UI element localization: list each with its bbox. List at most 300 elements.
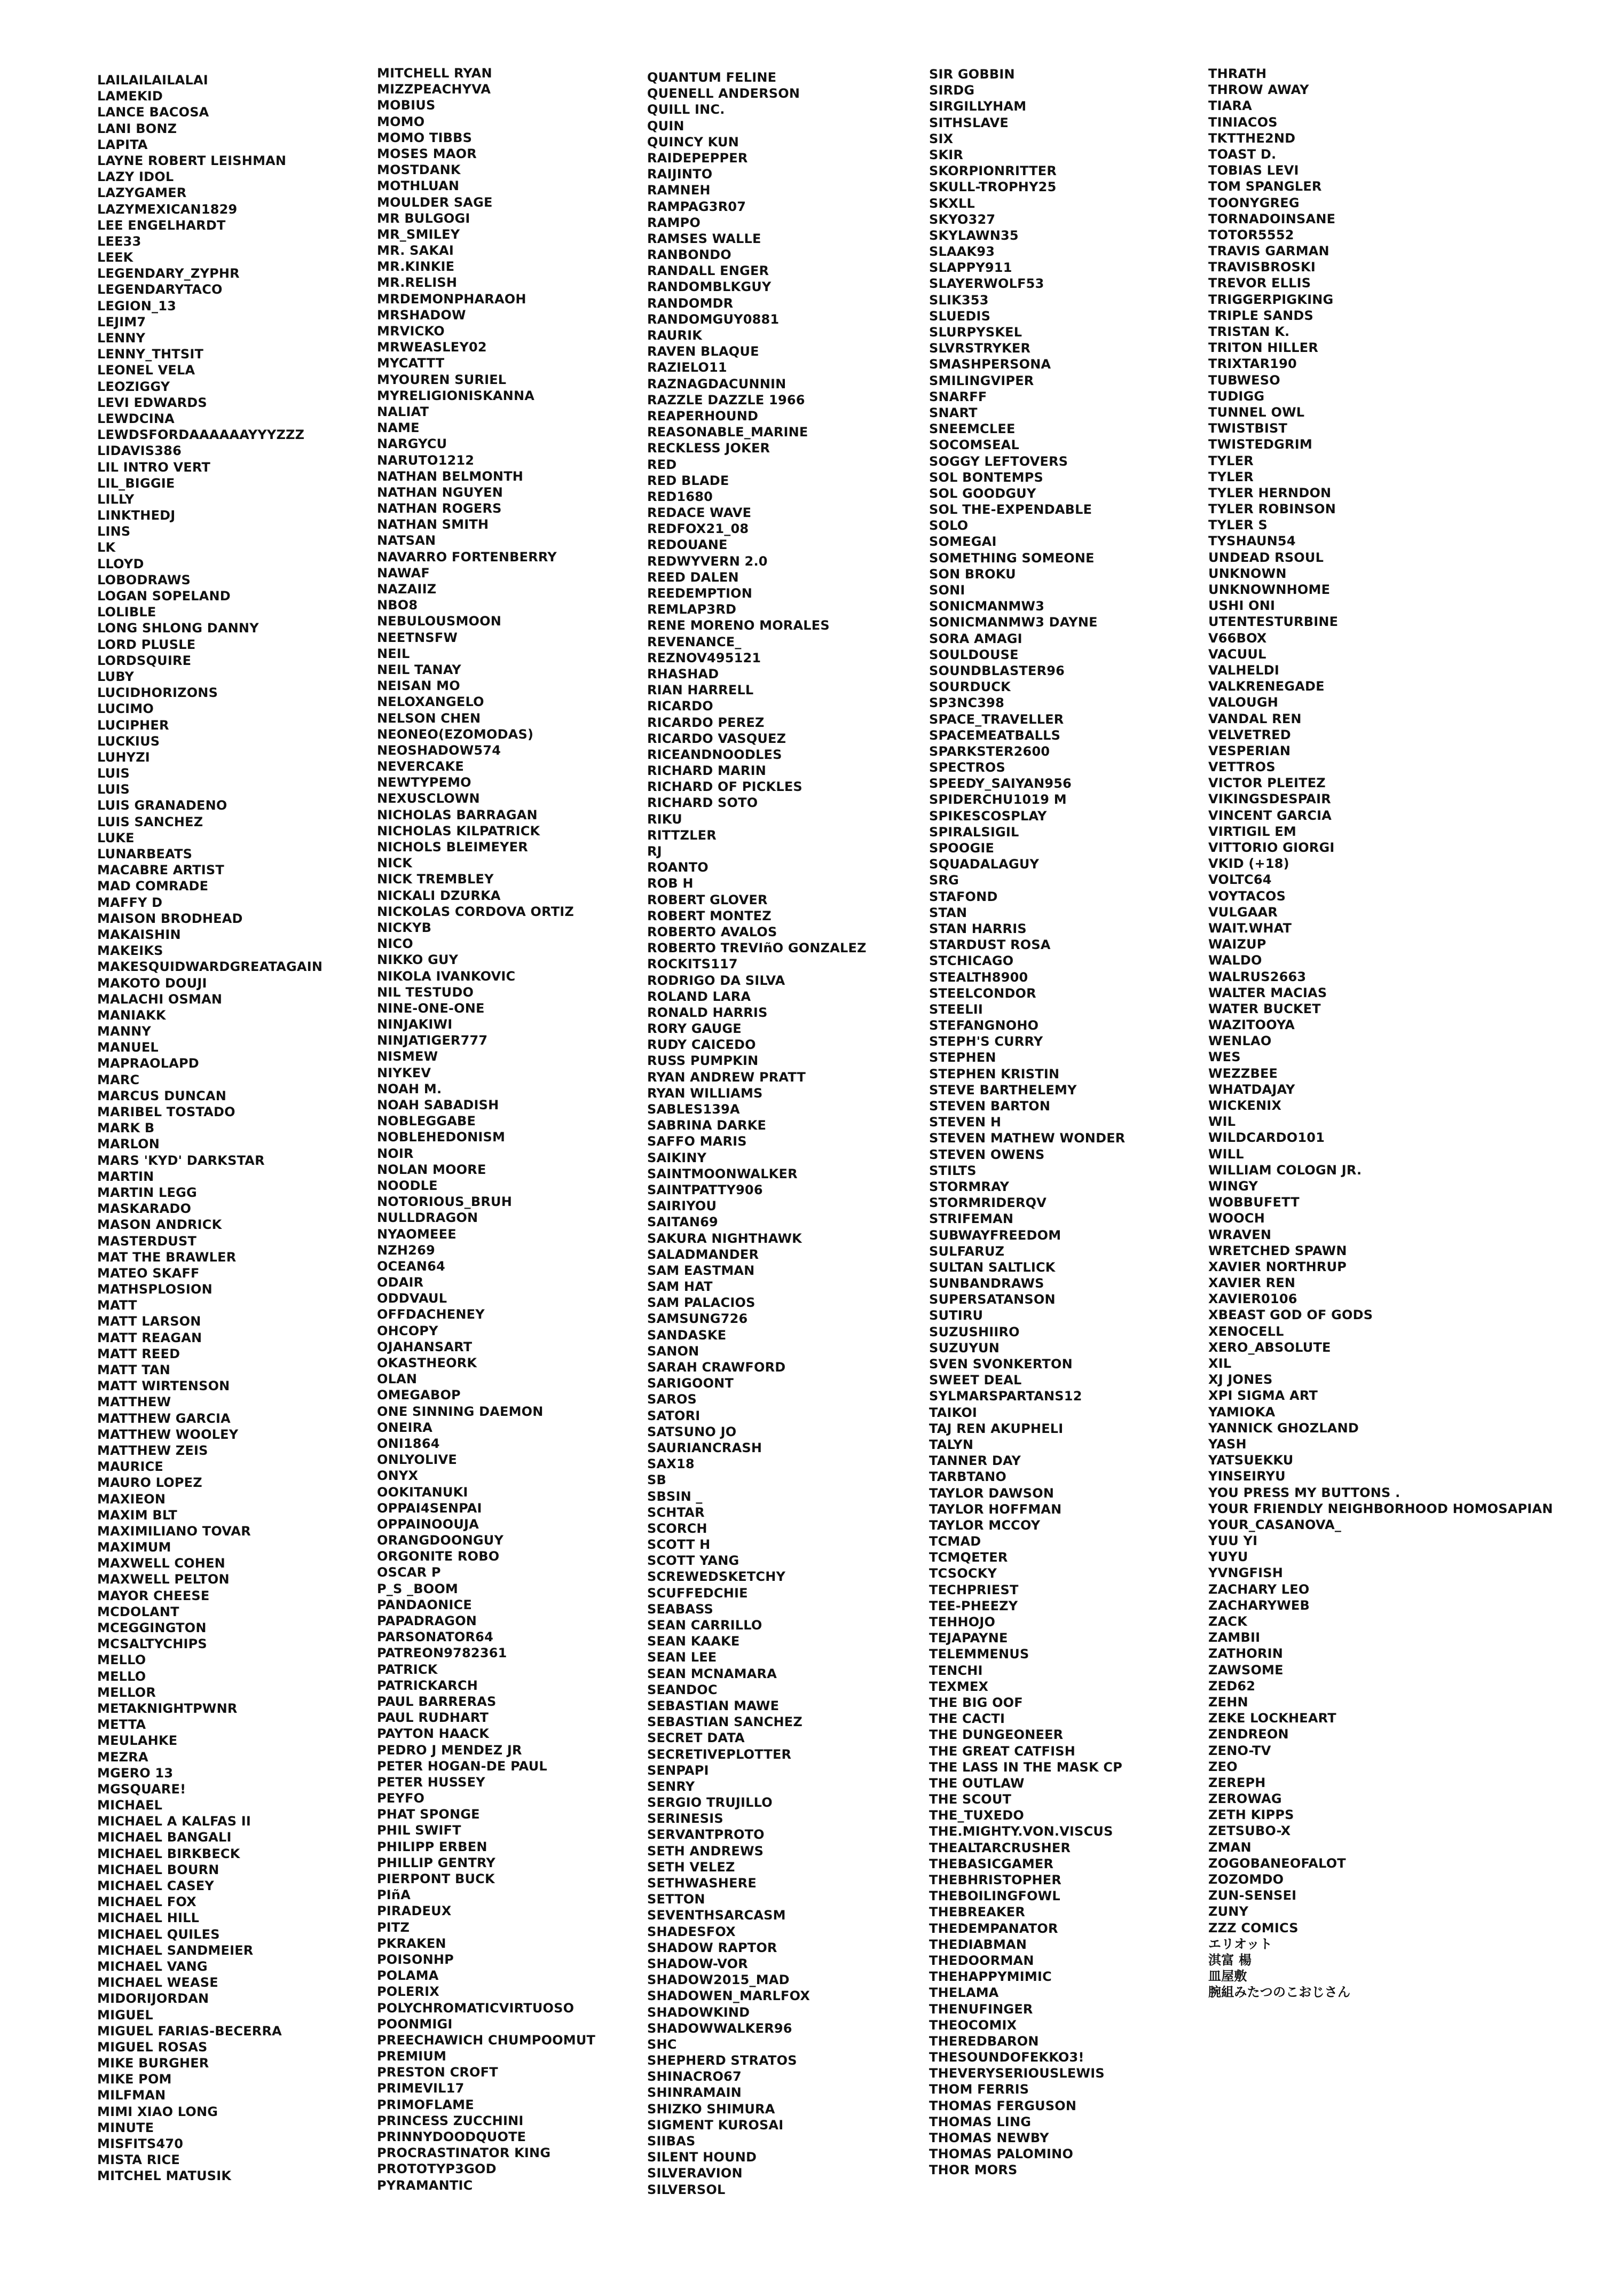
name-entry: YOUR FRIENDLY NEIGHBORHOOD HOMOSAPIAN [1208,1501,1553,1516]
names-column-5 [1208,66,1553,2001]
name-entry: TUDIGG [1208,388,1265,404]
name-entry: NELOXANGELO [377,694,484,710]
name-entry: VOYTACOS [1208,888,1286,904]
name-entry: QUIN [647,118,684,134]
name-entry: LORDSQUIRE [97,653,192,668]
name-entry: STAN HARRIS [929,921,1027,936]
name-entry: MICHAEL BIRKBECK [97,1846,240,1861]
name-entry: TKTTHE2ND [1208,130,1296,146]
name-entry: MAT THE BRAWLER [97,1249,237,1265]
name-entry: TCMQETER [929,1550,1008,1565]
name-entry: STEPHEN KRISTIN [929,1066,1060,1082]
name-entry: RAMPAG3R07 [647,199,746,214]
name-entry: MYCATTT [377,356,445,371]
name-entry: THOMAS NEWBY [929,2130,1049,2145]
name-entry: THOMAS LING [929,2114,1032,2129]
name-entry: PITZ [377,1919,410,1935]
name-entry: SEBASTIAN MAWE [647,1698,780,1713]
name-entry: TORNADOINSANE [1208,211,1336,226]
name-entry: YAMIOKA [1208,1404,1276,1420]
name-entry: NEONEO(EZOMODAS) [377,726,534,742]
name-entry: NATHAN SMITH [377,517,489,532]
name-entry: RAVEN BLAQUE [647,344,759,359]
name-entry: LEWDCINA [97,411,175,426]
name-entry: REAPERHOUND [647,408,759,424]
name-entry: LEE ENGELHARDT [97,217,226,233]
name-entry: STEVEN OWENS [929,1147,1045,1162]
name-entry: LUIS SANCHEZ [97,814,203,829]
name-entry: SERVANTPROTO [647,1827,765,1843]
name-entry: ONEIRA [377,1420,433,1435]
name-entry: ROCKITS117 [647,957,738,972]
name-entry: WEZZBEE [1208,1065,1278,1081]
names-column-1 [97,72,322,2184]
name-entry: POISONHP [377,1952,454,1967]
name-entry: RICHARD MARIN [647,763,766,779]
name-entry: MIMI XIAO LONG [97,2104,218,2119]
name-entry: PIERPONT BUCK [377,1871,495,1886]
name-entry: ZACHARY LEO [1208,1581,1310,1597]
name-entry: RYAN WILLIAMS [647,1085,763,1101]
name-entry: QUANTUM FELINE [647,70,777,85]
names-column-3 [647,69,867,2198]
name-entry: MAKOTO DOUJI [97,975,207,991]
name-entry: NOTORIOUS_BRUH [377,1194,512,1210]
name-entry: POLYCHROMATICVIRTUOSO [377,2000,575,2016]
name-entry: PATRICK [377,1662,438,1677]
name-entry: LUIS GRANADENO [97,798,227,813]
name-entry: OHCOPY [377,1323,438,1338]
name-entry: MATT [97,1298,137,1313]
name-entry: TUNNEL OWL [1208,404,1305,420]
name-entry: MARS 'KYD' DARKSTAR [97,1153,265,1168]
name-entry: NOAH SABADISH [377,1098,499,1112]
name-entry: YUU YI [1208,1533,1258,1549]
name-entry: RAMNEH [647,183,711,198]
name-entry: MAKAISHIN [97,927,181,942]
name-entry: MIDORIJORDAN [97,1991,209,2007]
name-entry: THEDEMPANATOR [929,1921,1058,1936]
name-entry: PREMIUM [377,2049,447,2064]
name-entry: SAURIANCRASH [647,1440,762,1455]
name-entry: THOMAS FERGUSON [929,2098,1077,2113]
name-entry: XIL [1208,1356,1232,1371]
name-entry: WOOCH [1208,1211,1265,1226]
names-column-2 [377,65,595,2193]
name-entry: MRWEASLEY02 [377,340,487,355]
name-entry: NARGYCU [377,436,447,452]
name-entry: MARLON [97,1137,160,1152]
name-entry: MCSALTYCHIPS [97,1636,207,1652]
name-entry: TYLER HERNDON [1208,485,1332,500]
name-entry: TRIPLE SANDS [1208,308,1313,323]
name-entry: XJ JONES [1208,1372,1273,1388]
name-entry: OFFDACHENEY [377,1307,485,1322]
name-entry: SARAH CRAWFORD [647,1360,786,1375]
name-entry: SVEN SVONKERTON [929,1357,1073,1372]
name-entry: NOODLE [377,1178,438,1193]
name-entry: MICHAEL BANGALI [97,1830,232,1845]
name-entry: MINUTE [97,2120,154,2135]
name-entry: MANNY [97,1024,152,1039]
name-entry: MASTERDUST [97,1233,197,1249]
name-entry: SPEEDY_SAIYAN956 [929,776,1072,792]
name-entry: LAPITA [97,137,148,152]
name-entry: SHADOWKIND [647,2004,750,2020]
name-entry: SANDASKE [647,1327,727,1343]
name-entry: OPPAI4SENPAI [377,1500,482,1516]
name-entry: TAYLOR MCCOY [929,1517,1041,1533]
name-entry: SOULDOUSE [929,647,1019,662]
name-entry: NINJATIGER777 [377,1033,488,1048]
name-entry: ROB H [647,876,694,891]
name-entry: SAM PALACIOS [647,1295,756,1311]
name-entry: TEJAPAYNE [929,1631,1008,1646]
name-entry: SULTAN SALTLICK [929,1259,1056,1275]
name-entry: SHINRAMAIN [647,2085,742,2101]
name-entry: VIKINGSDESPAIR [1208,792,1331,807]
name-entry: MALACHI OSMAN [97,991,223,1007]
name-entry: MAD COMRADE [97,879,209,894]
name-entry: THESOUNDOFEKKO3! [929,2050,1084,2065]
name-entry: THRATH [1208,66,1267,81]
name-entry: RICARDO [647,699,713,714]
name-entry: OKASTHEORK [377,1355,477,1370]
name-entry: NATSAN [377,533,436,548]
name-entry: THE CACTI [929,1711,1005,1727]
name-entry: 皿屋敷 [1208,1969,1247,1984]
name-entry: PRINNYDOODQUOTE [377,2129,526,2144]
name-entry: TELEMMENUS [929,1647,1029,1662]
name-entry: MICHAEL QUILES [97,1926,220,1942]
name-entry: WAIZUP [1208,937,1266,952]
name-entry: NEETNSFW [377,630,458,645]
name-entry: LUNARBEATS [97,847,193,861]
name-entry: XENOCELL [1208,1323,1284,1339]
name-entry: LEWDSFORDAAAAAAYYYZZZ [97,427,305,443]
name-entry: WILLIAM COLOGN JR. [1208,1162,1362,1178]
name-entry: PRIMEVIL17 [377,2081,465,2096]
name-entry: SAX18 [647,1456,695,1472]
name-entry: RIAN HARRELL [647,683,754,698]
name-entry: SON BROKU [929,566,1016,582]
name-entry: MATHSPLOSION [97,1282,213,1297]
name-entry: MITCHEL MATUSIK [97,2168,232,2184]
name-entry: SRG [929,873,959,888]
name-entry: SOL THE-EXPENDABLE [929,502,1092,518]
name-entry: SETTON [647,1892,705,1907]
name-entry: REEDEMPTION [647,586,753,601]
name-entry: MASON ANDRICK [97,1217,222,1233]
name-entry: ZETH KIPPS [1208,1807,1294,1823]
name-entry: RAZNAGDACUNNIN [647,376,786,391]
name-entry: PIRADEUX [377,1903,452,1919]
name-entry: MICHAEL BOURN [97,1862,219,1877]
name-entry: YOUR_CASANOVA_ [1208,1517,1342,1532]
name-entry: WENLAO [1208,1033,1272,1049]
name-entry: MICHAEL HILL [97,1910,200,1926]
name-entry: SETHWASHERE [647,1876,757,1891]
name-entry: THEALTARCRUSHER [929,1840,1071,1855]
name-entry: THOMAS PALOMINO [929,2146,1074,2162]
name-entry: STARDUST ROSA [929,937,1051,953]
name-entry: RICHARD SOTO [647,795,758,811]
name-entry: SONICMANMW3 [929,599,1045,614]
name-entry: STEALTH8900 [929,969,1028,985]
name-entry: SKIR [929,147,964,162]
name-entry: ROANTO [647,860,709,875]
name-entry: SAM EASTMAN [647,1263,755,1278]
name-entry: TAJ REN AKUPHELI [929,1421,1064,1436]
name-entry: NOLAN MOORE [377,1162,486,1177]
name-entry: ORANGDOONGUY [377,1533,504,1548]
name-entry: RITTZLER [647,827,717,843]
name-entry: PYRAMANTIC [377,2177,473,2193]
name-entry: PIñA [377,1887,411,1903]
name-entry: SECRET DATA [647,1730,745,1746]
name-entry: LANCE BACOSA [97,105,209,120]
name-entry: SLAPPY911 [929,260,1012,276]
name-entry: NICHOLAS BARRAGAN [377,807,538,822]
name-entry: QUENELL ANDERSON [647,86,800,101]
name-entry: MATTHEW WOOLEY [97,1427,239,1442]
name-entry: UNKNOWN [1208,566,1287,581]
name-entry: RED [647,457,677,472]
name-entry: THE BIG OOF [929,1695,1023,1710]
name-entry: LUCKIUS [97,733,160,749]
name-entry: MOSES MAOR [377,146,477,161]
name-entry: WRAVEN [1208,1227,1272,1242]
name-entry: LIL_BIGGIE [97,475,175,491]
name-entry: SULFARUZ [929,1243,1005,1259]
name-entry: TOBIAS LEVI [1208,163,1299,178]
name-entry: WICKENIX [1208,1098,1282,1113]
name-entry: TWISTBIST [1208,421,1288,436]
name-entry: PAUL RUDHART [377,1710,489,1726]
name-entry: MARTIN [97,1169,154,1184]
name-entry: SHADOW RAPTOR [647,1940,777,1955]
name-entry: NEXUSCLOWN [377,791,480,806]
name-entry: V66BOX [1208,630,1267,646]
name-entry: ZENO-TV [1208,1743,1271,1758]
name-entry: TRISTAN K. [1208,324,1290,339]
name-entry: SPIKESCOSPLAY [929,808,1047,824]
name-entry: SB [647,1472,666,1488]
name-entry: SKXLL [929,195,975,211]
name-entry: LAMEKID [97,89,163,104]
name-entry: SOL BONTEMPS [929,469,1044,485]
name-entry: THEHAPPYMIMIC [929,1969,1052,1985]
name-entry: TEHHOJO [929,1615,996,1629]
name-entry: SOGGY LEFTOVERS [929,453,1068,469]
name-entry: WINGY [1208,1178,1258,1194]
name-entry: MAKESQUIDWARDGREATAGAIN [97,959,323,975]
name-entry: STRIFEMAN [929,1211,1014,1227]
name-entry: XAVIER NORTHRUP [1208,1259,1347,1274]
name-entry: NICK [377,856,413,871]
name-entry: SCHTAR [647,1504,705,1520]
name-entry: LUIS [97,782,130,797]
name-entry: ZEROWAG [1208,1791,1282,1807]
name-entry: UTENTESTURBINE [1208,614,1339,630]
name-entry: TYLER ROBINSON [1208,501,1336,517]
name-entry: SEAN KAAKE [647,1634,740,1649]
name-entry: NEVERCAKE [377,759,464,774]
name-entry: MOTHLUAN [377,178,460,194]
name-entry: SAROS [647,1392,697,1407]
name-entry: NEBULOUSMOON [377,614,502,629]
name-entry: MRVICKO [377,324,445,339]
name-entry: RENE MORENO MORALES [647,618,830,633]
name-entry: NINJAKIWI [377,1017,453,1032]
name-entry: POLAMA [377,1968,439,1984]
name-entry: MOMO [377,114,425,129]
name-entry: SKORPIONRITTER [929,163,1057,179]
name-entry: OSCAR P [377,1565,441,1580]
name-entry: OPPAINOOUJA [377,1516,479,1532]
name-entry: VINCENT GARCIA [1208,808,1332,823]
name-entry: RAZZLE DAZZLE 1966 [647,392,805,408]
name-entry: SECRETIVEPLOTTER [647,1746,792,1762]
name-entry: SCUFFEDCHIE [647,1585,748,1601]
name-entry: LUKE [97,830,135,845]
name-entry: THEOCOMIX [929,2017,1017,2033]
name-entry: SUNBANDRAWS [929,1276,1044,1291]
name-entry: PRESTON CROFT [377,2065,498,2080]
name-entry: MAXWELL COHEN [97,1556,225,1571]
name-entry: SAIKINY [647,1150,707,1165]
name-entry: REVENANCE_ [647,634,742,649]
name-entry: XBEAST GOD OF GODS [1208,1307,1373,1323]
name-entry: TREVOR ELLIS [1208,276,1311,291]
name-entry: REDWYVERN 2.0 [647,553,768,569]
name-entry: SAM HAT [647,1279,713,1295]
name-entry: NEOSHADOW574 [377,742,501,758]
name-entry: MICHAEL SANDMEIER [97,1942,254,1958]
name-entry: MAXIEON [97,1491,166,1507]
name-entry: SETH VELEZ [647,1859,735,1875]
name-entry: XPI SIGMA ART [1208,1388,1318,1404]
name-entry: PROTOTYP3GOD [377,2161,497,2177]
name-entry: NARUTO1212 [377,452,475,468]
name-entry: NOBLEHEDONISM [377,1130,506,1145]
name-entry: SAINTPATTY906 [647,1182,763,1197]
name-entry: MARIBEL TOSTADO [97,1104,235,1119]
name-entry: REMLAP3RD [647,602,737,617]
name-entry: LUBY [97,669,135,684]
name-entry: SOMETHING SOMEONE [929,550,1095,566]
names-column-4 [929,66,1126,2179]
name-entry: PHIL SWIFT [377,1823,461,1838]
name-entry: MACABRE ARTIST [97,863,224,878]
name-entry: RAZIELO11 [647,360,727,375]
name-entry: SEANDOC [647,1682,718,1697]
name-entry: TENCHI [929,1663,983,1678]
name-entry: MR.RELISH [377,275,458,291]
name-entry: THE_TUXEDO [929,1808,1024,1823]
name-entry: RED BLADE [647,473,729,488]
name-entry: ROBERT GLOVER [647,892,768,907]
name-entry: REASONABLE_MARINE [647,425,808,440]
name-entry: ODDVAUL [377,1291,447,1306]
name-entry: UNKNOWNHOME [1208,582,1331,597]
name-entry: MATT LARSON [97,1314,201,1329]
name-entry: SOUNDBLASTER96 [929,663,1065,678]
name-entry: SALADMANDER [647,1247,759,1262]
name-entry: SHADOWWALKER96 [647,2020,792,2036]
name-entry: MOMO TIBBS [377,130,473,145]
name-entry: MAXIMILIANO TOVAR [97,1523,251,1539]
name-entry: SLUEDIS [929,308,991,324]
name-entry: SP3NC398 [929,695,1004,711]
name-entry: SCOTT H [647,1537,711,1553]
name-entry: ZACK [1208,1614,1247,1629]
name-entry: SATSUNO JO [647,1424,737,1439]
name-entry: STEELCONDOR [929,985,1036,1001]
name-entry: SUZUYUN [929,1340,1000,1355]
name-entry: SERGIO TRUJILLO [647,1795,773,1811]
name-entry: LANI BONZ [97,121,177,136]
name-entry: SEAN CARRILLO [647,1618,762,1633]
name-entry: ZUN-SENSEI [1208,1888,1297,1903]
name-entry: RAIDEPEPPER [647,150,748,166]
name-entry: LONG SHLONG DANNY [97,621,259,636]
name-entry: TUBWESO [1208,372,1280,388]
name-entry: SBSIN _ [647,1488,703,1504]
name-entry: VELVETRED [1208,727,1291,742]
name-entry: THENUFINGER [929,2001,1033,2017]
name-entry: TAYLOR DAWSON [929,1485,1055,1501]
name-entry: MISTA RICE [97,2152,180,2168]
name-entry: SOURDUCK [929,679,1011,695]
name-entry: MEULAHKE [97,1733,178,1749]
name-entry: MATT WIRTENSON [97,1378,230,1394]
name-entry: TCMAD [929,1534,981,1549]
name-entry: RIKU [647,811,682,827]
name-entry: SLIK353 [929,292,989,308]
name-entry: SUTIRU [929,1308,983,1323]
name-entry: RAMSES WALLE [647,231,761,246]
name-entry: SAINTMOONWALKER [647,1166,798,1181]
name-entry: SHINACRO67 [647,2069,742,2085]
name-entry: WILL [1208,1146,1244,1162]
name-entry: RODRIGO DA SILVA [647,973,785,988]
name-entry: ZAWSOME [1208,1662,1284,1678]
name-entry: ROBERTO TREVIñO GONZALEZ [647,941,867,956]
name-entry: PRIMOFLAME [377,2097,474,2112]
name-entry: XAVIER REN [1208,1275,1296,1291]
name-entry: WATER BUCKET [1208,1001,1321,1016]
name-entry: SKULL-TROPHY25 [929,179,1057,195]
name-entry: TRITON HILLER [1208,340,1319,356]
name-entry: SLAYERWOLF53 [929,276,1044,292]
name-entry: VANDAL REN [1208,711,1302,726]
name-entry: LK [97,540,116,555]
name-entry: LLOYD [97,556,144,571]
name-entry: TALYN [929,1437,974,1452]
name-entry: NEWTYPEMO [377,775,471,790]
name-entry: NINE-ONE-ONE [377,1000,485,1016]
name-entry: MAISON BRODHEAD [97,911,243,926]
name-entry: SHADOW-VOR [647,1956,748,1971]
name-entry: RED1680 [647,489,713,504]
name-entry: MAXWELL PELTON [97,1572,230,1587]
name-entry: THEREDBARON [929,2033,1039,2049]
name-entry: THROW AWAY [1208,82,1309,98]
name-entry: RANDOMDR [647,295,734,311]
name-entry: MITCHELL RYAN [377,66,492,81]
name-entry: SIIBAS [647,2134,696,2149]
